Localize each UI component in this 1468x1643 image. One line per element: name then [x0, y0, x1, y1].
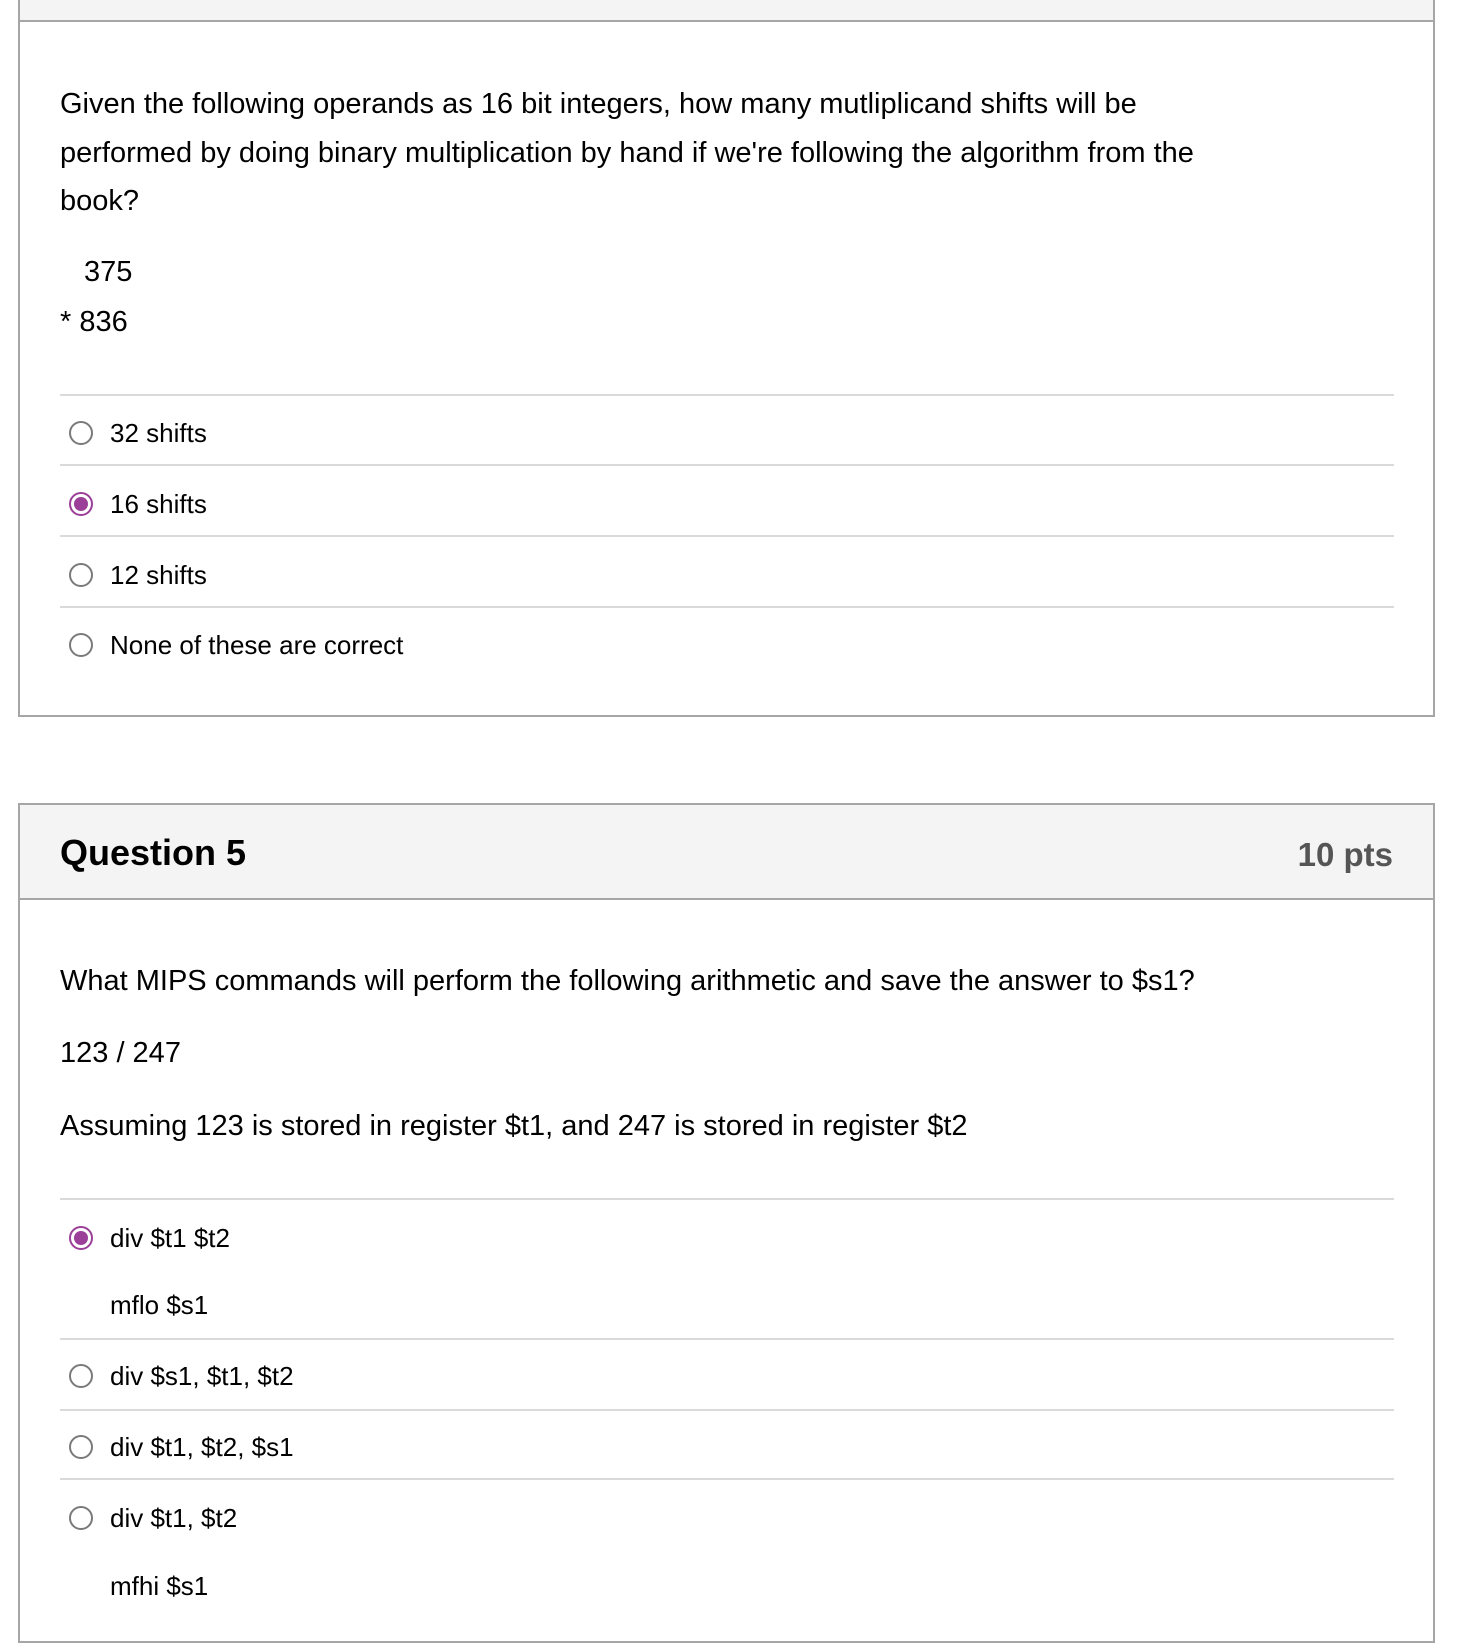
radio-button[interactable]: [69, 421, 93, 445]
answer-label[interactable]: div $t1, $t2: [110, 1503, 238, 1533]
question-text: What MIPS commands will perform the following arithmetic and save the answer to $s1?: [60, 965, 1195, 997]
divider: [60, 535, 1394, 537]
divider: [60, 1198, 1394, 1200]
divider: [60, 1478, 1394, 1480]
answer-label[interactable]: 16 shifts: [110, 489, 207, 519]
radio-button[interactable]: [69, 1506, 93, 1530]
radio-button-selected[interactable]: [69, 492, 93, 516]
radio-button[interactable]: [69, 633, 93, 657]
question-text-line: performed by doing binary multiplication by hand if we're following the algorithm from the: [60, 137, 1194, 169]
question-5-header: [20, 805, 1433, 900]
divider: [60, 606, 1394, 608]
radio-button[interactable]: [69, 1435, 93, 1459]
operand-2: * 836: [60, 306, 128, 338]
question-title: Question 5: [60, 832, 247, 873]
answer-label[interactable]: 12 shifts: [110, 560, 207, 590]
answer-label[interactable]: div $t1, $t2, $s1: [110, 1432, 294, 1462]
radio-button[interactable]: [69, 563, 93, 587]
answer-label[interactable]: div $t1 $t2: [110, 1223, 230, 1253]
answer-label[interactable]: None of these are correct: [110, 630, 404, 660]
radio-button-selected[interactable]: [69, 1226, 93, 1250]
operand-1: 375: [84, 256, 133, 288]
question-text-line: Given the following operands as 16 bit integers, how many mutliplicand shifts will be: [60, 88, 1137, 120]
question-4-header: [20, 0, 1433, 22]
question-text-line: book?: [60, 185, 140, 217]
answer-label[interactable]: div $s1, $t1, $t2: [110, 1361, 294, 1391]
divider: [60, 394, 1394, 396]
divider: [60, 464, 1394, 466]
divider: [60, 1409, 1394, 1411]
answer-label-line2[interactable]: mflo $s1: [110, 1290, 209, 1320]
answer-label-line2[interactable]: mfhi $s1: [110, 1571, 209, 1601]
answer-label[interactable]: 32 shifts: [110, 418, 207, 448]
divider: [60, 1338, 1394, 1340]
radio-button[interactable]: [69, 1364, 93, 1388]
question-expression: 123 / 247: [60, 1037, 181, 1069]
question-points: 10 pts: [1297, 836, 1393, 873]
question-assumption: Assuming 123 is stored in register $t1, and 247 is stored in register $t2: [60, 1110, 968, 1142]
